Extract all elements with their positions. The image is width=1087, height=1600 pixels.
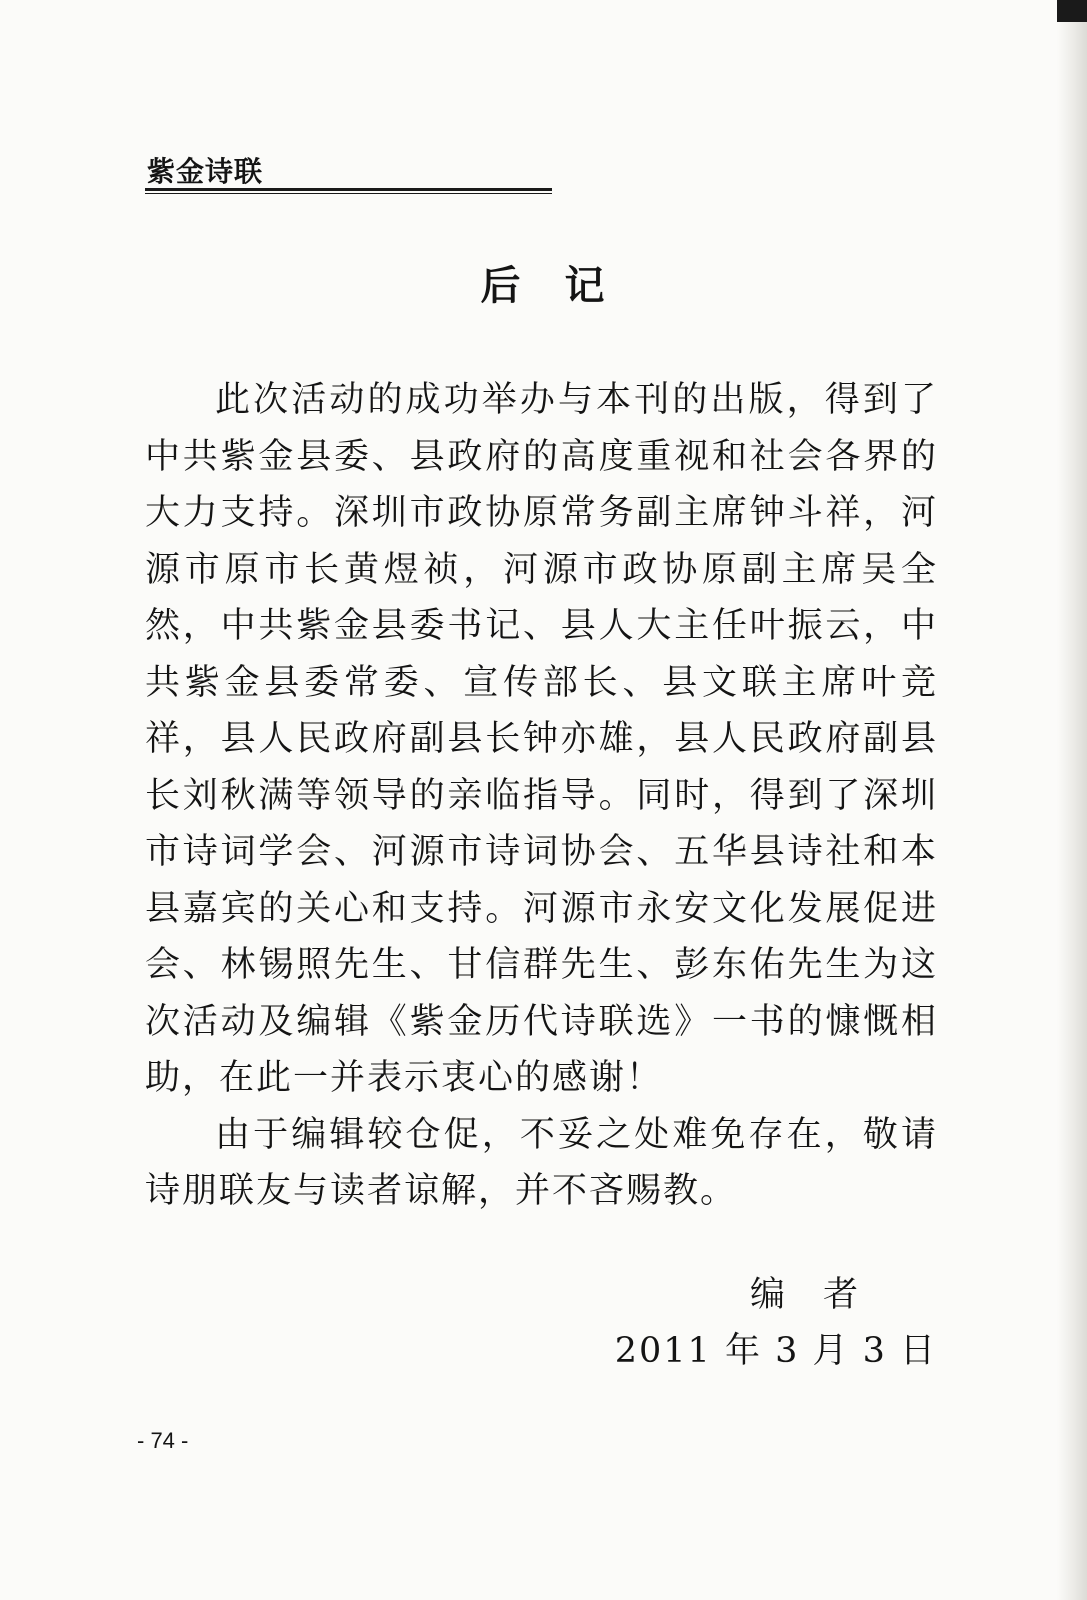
paragraph-1: 此次活动的成功举办与本刊的出版，得到了中共紫金县委、县政府的高度重视和社会各界的大力支持。深圳市政协原常务副主席钟斗祥，河源市原市长黄煜祯，河源市政协原副主席吴全然，中共紫金县委书记、县人大主任叶振云，中共紫金县委常委、宣传部长、县文联主席叶竞祥，县人民政府副县长钟亦雄，县人民政府副县长刘秋满等领导的亲临指导。同时，得到了深圳市诗词学会、河源市诗词协会、五华县诗社和本县嘉宾的关心和支持。河源市永安文化发展促进会、林锡照先生、甘信群先生、彭东佑先生为这次活动及编辑《紫金历代诗联选》一书的慷慨相助，在此一并表示衷心的感谢！ — [145, 380, 938, 1098]
body-text — [145, 372, 938, 1220]
running-header: 紫金诗联 — [147, 155, 264, 188]
header-rule-thin — [145, 193, 552, 194]
signature-char-2: 者 — [823, 1275, 861, 1315]
page-title: 后 记 — [480, 263, 607, 309]
signature-char-1: 编 — [750, 1275, 788, 1315]
page-edge-shadow — [1057, 0, 1087, 1600]
paragraph-2: 由于编辑较仓促，不妥之处难免存在，敬请诗朋联友与读者谅解，并不吝赐教。 — [145, 1114, 938, 1211]
header-rule — [145, 188, 552, 191]
scan-corner-mark — [1057, 0, 1087, 22]
date-line: 2011 年 3 月 3 日 — [614, 1331, 937, 1371]
signature — [750, 1267, 860, 1317]
page-number: - 74 - — [137, 1428, 189, 1453]
